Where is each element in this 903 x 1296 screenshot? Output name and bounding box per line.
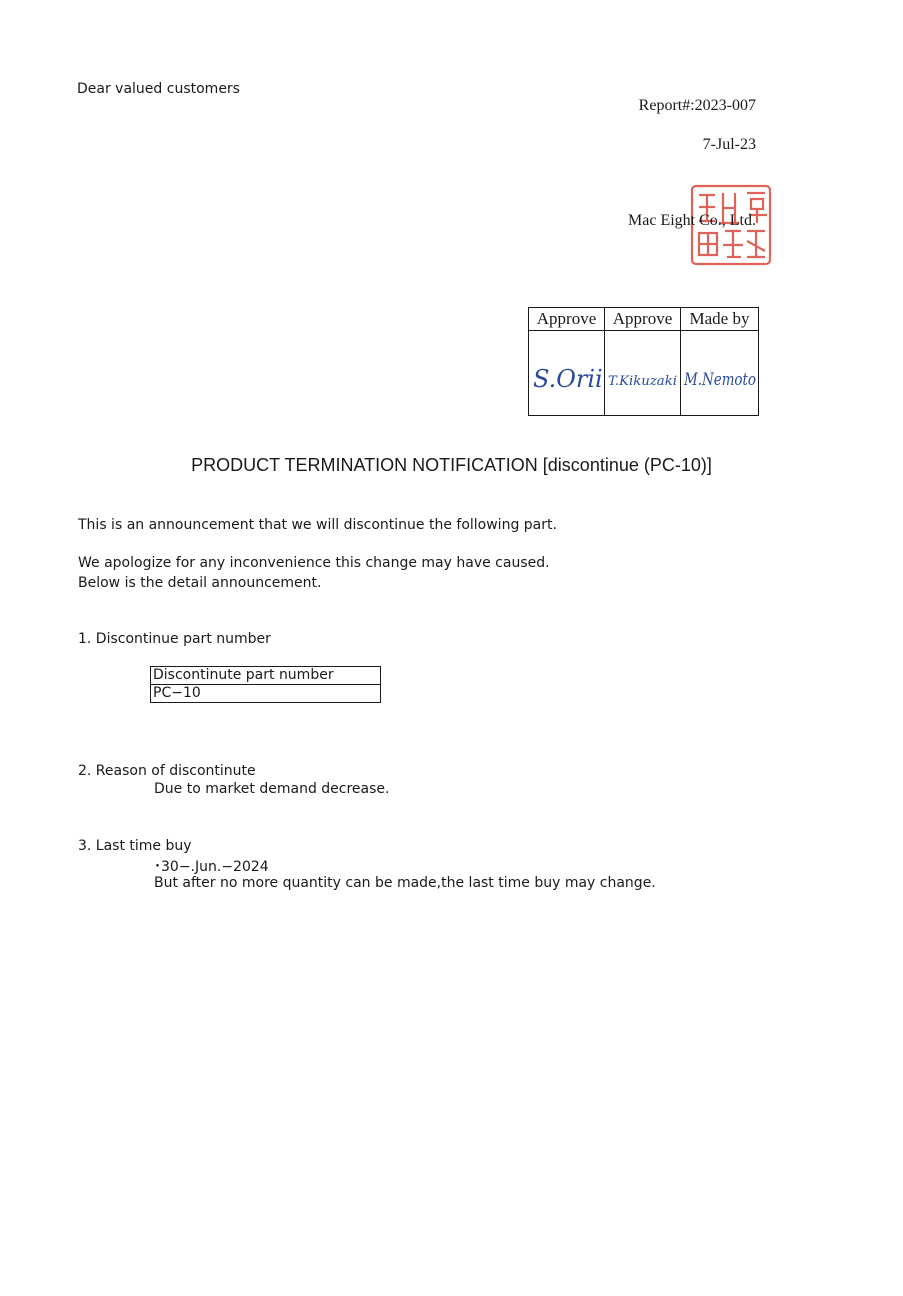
- section-2-body: Due to market demand decrease.: [154, 781, 390, 797]
- section-1-heading: 1. Discontinue part number: [78, 631, 271, 647]
- svg-text:T.Kikuzaki: T.Kikuzaki: [608, 374, 677, 389]
- section-3-date: ･30−.Jun.−2024: [154, 859, 269, 875]
- part-number-table-header: Discontinute part number: [151, 667, 381, 685]
- handwritten-signature-2: [605, 331, 680, 415]
- document-title: PRODUCT TERMINATION NOTIFICATION [discontinue (PC-10)]: [191, 455, 712, 475]
- intro-line-3: Below is the detail announcement.: [78, 575, 322, 591]
- approval-header-3: Made by: [681, 308, 759, 331]
- report-number: Report#:2023-007: [638, 97, 756, 114]
- approval-header-1: Approve: [529, 308, 605, 331]
- issue-date: 7-Jul-23: [702, 136, 756, 153]
- svg-text:S.Orii: S.Orii: [533, 365, 603, 393]
- section-3-heading: 3. Last time buy: [78, 838, 192, 854]
- approval-signature-cell-1: [529, 331, 605, 416]
- company-name: Mac Eight Co., Ltd.: [628, 212, 756, 229]
- section-2-heading: 2. Reason of discontinute: [78, 763, 256, 779]
- approval-table: [528, 307, 759, 416]
- intro-line-2: We apologize for any inconvenience this change may have caused.: [78, 555, 550, 571]
- part-number-table: [150, 666, 381, 703]
- handwritten-signature-1: [529, 331, 604, 415]
- approval-header-2: Approve: [605, 308, 681, 331]
- section-3-body: But after no more quantity can be made,the last time buy may change.: [154, 875, 656, 891]
- intro-line-1: This is an announcement that we will discontinue the following part.: [78, 517, 557, 533]
- approval-signature-cell-3: [681, 331, 759, 416]
- svg-text:M.Nemoto: M.Nemoto: [683, 370, 756, 390]
- handwritten-signature-3: [681, 331, 758, 415]
- greeting: Dear valued customers: [77, 81, 240, 97]
- part-number-table-value: PC−10: [151, 685, 381, 703]
- approval-signature-cell-2: [605, 331, 681, 416]
